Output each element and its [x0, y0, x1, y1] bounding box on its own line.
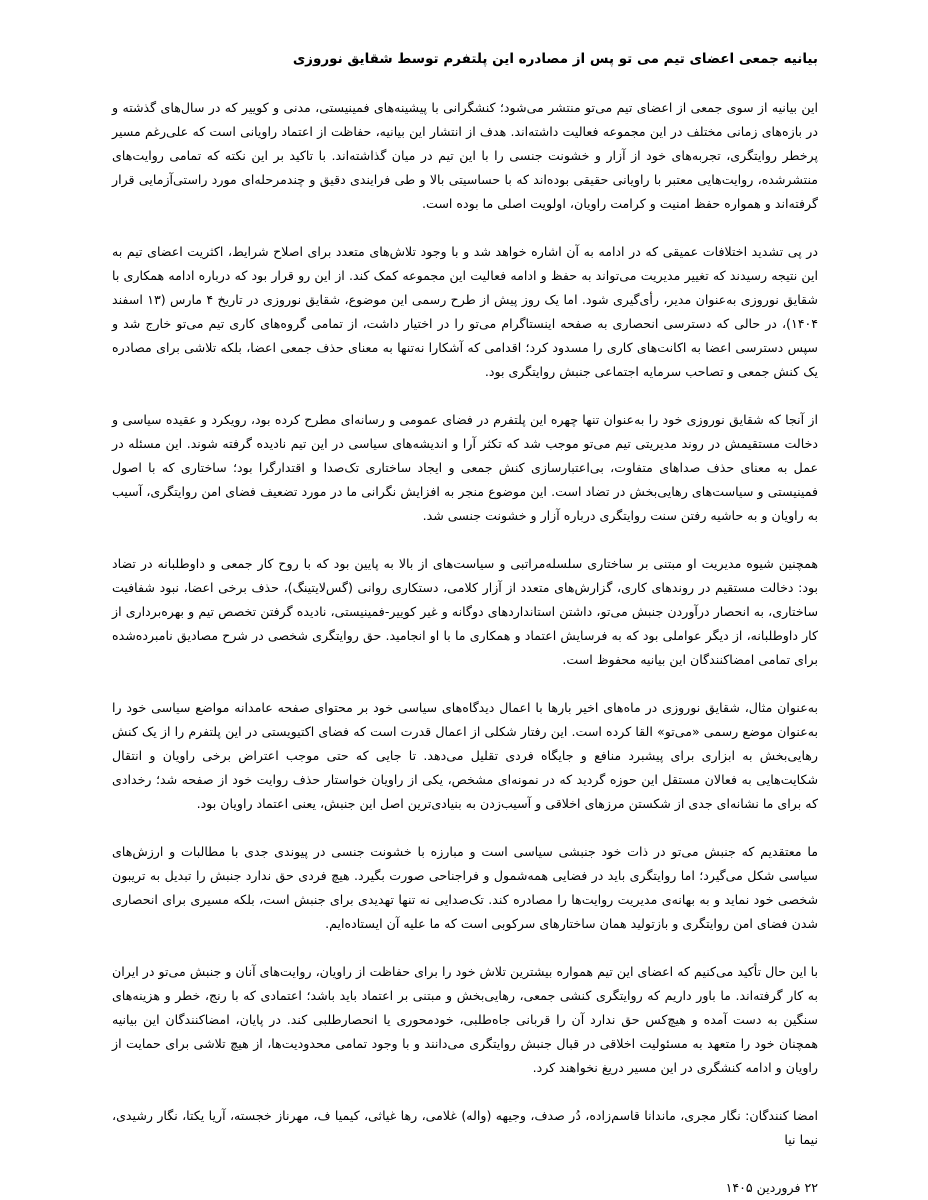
paragraph-6: ما معتقدیم که جنبش می‌تو در ذات خود جنبشی سیاسی است و مبارزه با خشونت جنسی در پیوندی جدی با مطالبات و ارزش‌های سیاسی شکل می‌گیرد؛ اما روایتگری باید در فضایی همه‌شمول و فراجناحی صورت بگیرد. هیچ فردی حق ندارد جنبش را تبدیل به تریبون شخصی خود نماید و به بهانه‌ی مدیریت روایت‌ها را مصادره کند. تک‌صدایی نه تنها تهدیدی برای جنبش است، بلکه مسیری برای انحصاری شدن فضای امن روایتگری و بازتولید همان ساختارهای سرکوبی است که ما علیه آن ایستاده‌ایم. — [112, 844, 818, 931]
paragraph-1: این بیانیه از سوی جمعی از اعضای تیم می‌تو منتشر می‌شود؛ کنشگرانی با پیشینه‌های فمینیستی، مدنی و کوییر که در سال‌های گذشته و در بازه‌های زمانی مختلف در این مجموعه فعالیت داشته‌اند. هدف از انتشار این بیانیه، حفاظت از اعتماد راویانی است که علی‌رغم مسیر پرخطر روایتگری، تجربه‌های خود از آزار و خشونت جنسی را با این تیم در میان گذاشته‌اند. با تاکید بر این نکته که تمامی روایت‌های منتشرشده، روایت‌هایی معتبر با راویانی حقیقی بوده‌اند که با حساسیتی بالا و طی فرایندی دقیق و چندمرحله‌ای مورد راستی‌آزمایی قرار گرفته‌اند و همواره حفظ امنیت و کرامت راویان، اولویت اصلی ما بوده است. — [112, 100, 818, 211]
paragraph-7: با این حال تأکید می‌کنیم که اعضای این تیم همواره بیشترین تلاش خود را برای حفاظت از راویان، روایت‌های آنان و جنبش می‌تو در ایران به کار گرفته‌اند. ما باور داریم که روایتگری کنشی جمعی، رهایی‌بخش و مبتنی بر اعتماد باید باشد؛ اعتمادی که با رنج، خطر و هزینه‌های سنگین به دست آمده و هیچ‌کس حق ندارد آن را قربانی جاه‌طلبی، خودمحوری یا انحصارطلبی کند. در پایان، امضاکنندگان این بیانیه همچنان خود را متعهد به مسئولیت اخلاقی در قبال جنبش روایتگری می‌دانند و با وجود تمامی محدودیت‌ها، از هیچ تلاشی برای حمایت از راویان و ادامه کنشگری در این مسیر دریغ نخواهند کرد. — [112, 964, 818, 1075]
document-date: ۲۲ فروردین ۱۴۰۵ — [725, 1180, 818, 1195]
paragraph-5: به‌عنوان مثال، شقایق نوروزی در ماه‌های اخیر بارها با اعمال دیدگاه‌های سیاسی خود بر محتوای صفحه عامدانه مواضع سیاسی خود را به‌عنوان موضع رسمی «می‌تو» القا کرده است. این رفتار شکلی از اعمال قدرت است که فضای اکتیویستی در این پلتفرم را از یک کنش رهایی‌بخش به ابزاری برای پیشبرد منافع و جایگاه فردی تقلیل می‌دهد. تا جایی که حتی موجب اعتراض برخی راویان و انتقال شکایت‌هایی به فعالان مستقل این حوزه گردید که در نمونه‌ای مشخص، یکی از راویان خواستار حذف روایت خود از صفحه شد؛ رخدادی که برای ما نشانه‌ای جدی از شکستن مرزهای اخلاقی و آسیب‌زدن به بنیادی‌ترین اصل این جنبش، یعنی اعتماد راویان بود. — [112, 700, 818, 811]
paragraph-4: همچنین شیوه مدیریت او مبتنی بر ساختاری سلسله‌مراتبی و سیاست‌های از بالا به پایین بود که با روح کار جمعی و داوطلبانه در تضاد بود: دخالت مستقیم در روندهای کاری، گزارش‌های متعدد از آزار کلامی، دستکاری روانی (گس‌لایتینگ)، حذف برخی اعضا، نبود شفافیت ساختاری، به انحصار درآوردن جنبش می‌تو، داشتن استانداردهای دوگانه و غیر کوییر-فمینیستی، نادیده گرفتن تخصص تیم و بهره‌برداری از کار داوطلبانه، از دیگر عواملی بود که به فرسایش اعتماد و همکاری ما با او انجامید. حق روایتگری شخصی در شرح مصادیق نامبرده‌شده برای تمامی امضاکنندگان این بیانیه محفوظ است. — [112, 556, 818, 667]
document-body — [112, 96, 818, 1200]
paragraph-3: از آنجا که شقایق نوروزی خود را به‌عنوان تنها چهره این پلتفرم در فضای عمومی و رسانه‌ای مطرح کرده بود، رویکرد و عقیده سیاسی و دخالت مستقیمش در روند مدیریتی تیم می‌تو موجب شد که تکثر آرا و اندیشه‌های سیاسی در این تیم نادیده گرفته شوند. این مسئله در عمل به معنای حذف صداهای متفاوت، بی‌اعتبارسازی کنش جمعی و ایجاد ساختاری تک‌صدا و اقتدارگرا بود؛ ساختاری که با اصول فمینیستی و سیاست‌های رهایی‌بخش در تضاد است. این موضوع منجر به افزایش نگرانی ما در مورد تضعیف فضای امن روایتگری، آسیب به راویان و به حاشیه رفتن سنت روایتگری درباره آزار و خشونت جنسی شد. — [112, 412, 818, 523]
signers-list: امضا کنندگان: نگار مجری، ماندانا قاسم‌زاده، دُر صدف، وجیهه (واله) غلامی، رها غیاثی، کیمیا ف، مهرناز خجسته، آریا یکتا، نگار رشیدی، نیما نیا — [112, 1108, 818, 1147]
document-title: بیانیه جمعی اعضای تیم می تو پس از مصادره این پلتفرم توسط شقایق نوروزی — [292, 51, 818, 67]
paragraph-2: در پی تشدید اختلافات عمیقی که در ادامه به آن اشاره خواهد شد و با وجود تلاش‌های متعدد برای اصلاح شرایط، اکثریت اعضای تیم به این نتیجه رسیدند که تغییر مدیریت می‌تواند به حفظ و ادامه فعالیت این مجموعه کمک کند. از این رو قرار بود که درباره ادامه همکاری با شقایق نوروزی به‌عنوان مدیر، رأی‌گیری شود. اما یک روز پیش از طرح رسمی این موضوع، شقایق نوروزی در تاریخ ۴ مارس (۱۳ اسفند ۱۴۰۴)، در حالی که دسترسی انحصاری به صفحه اینستاگرام می‌تو را در اختیار داشت، از تمامی گروه‌های کاری تیم می‌تو خارج شد و سپس دسترسی اعضا به اکانت‌های کاری را مسدود کرد؛ اقدامی که آشکارا نه‌تنها به معنای حذف جمعی اعضا، بلکه تلاشی برای مصادره یک کنش جمعی و تصاحب سرمایه اجتماعی جنبش روایتگری بود. — [112, 244, 818, 379]
